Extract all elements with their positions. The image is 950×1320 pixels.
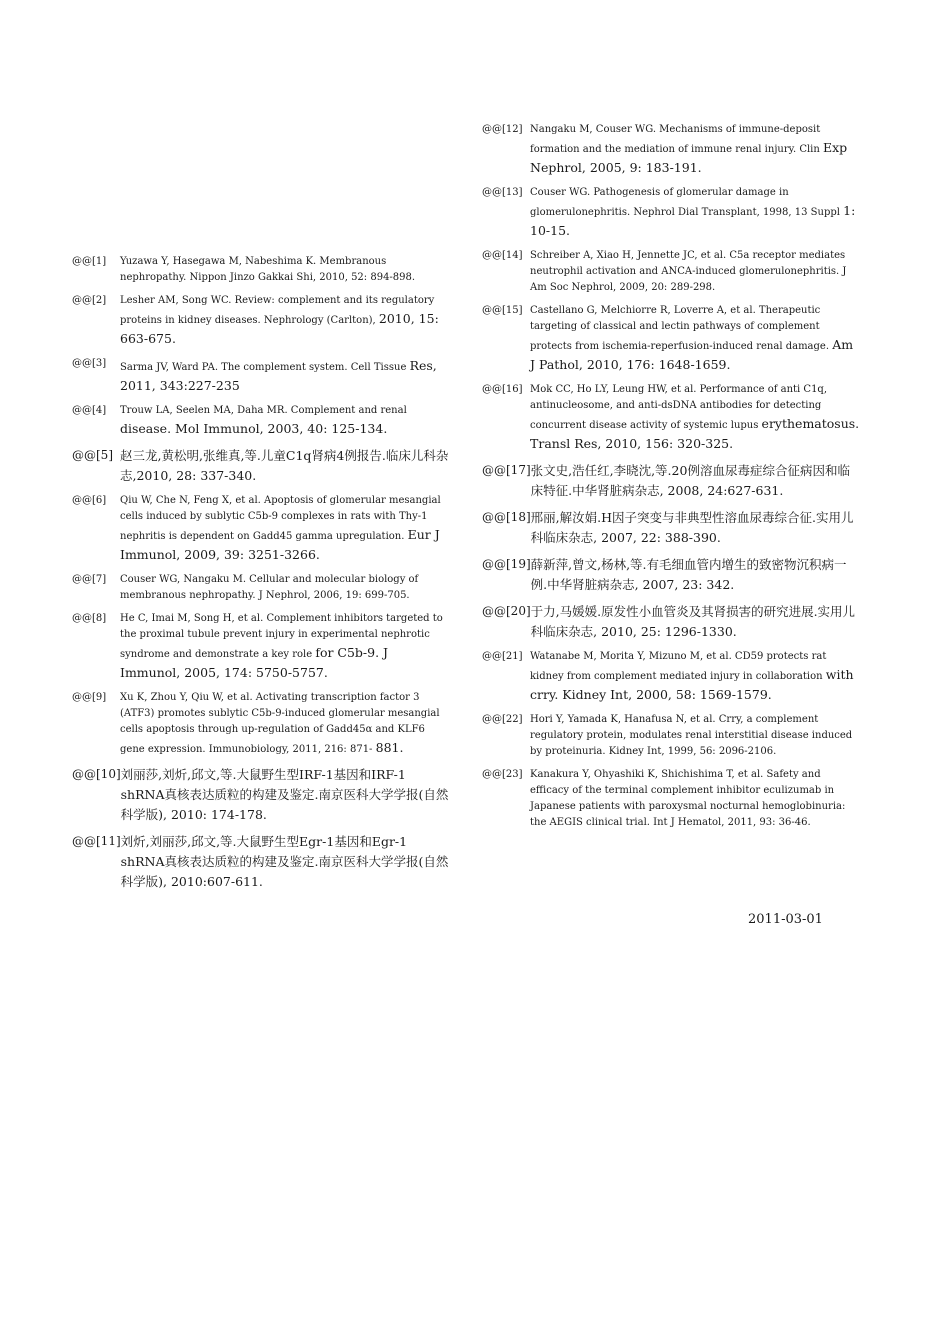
reference-text: Mok CC, Ho LY, Leung HW, et al. Performance of anti C1q, antinucleosome, and anti-dsDNA antibodies for detecting concurrent disease activity of systemic lupus: [530, 384, 828, 431]
reference-item: [72, 572, 452, 604]
reference-citation-tail: 1: 10-15.: [530, 203, 856, 238]
reference-text-block: [531, 461, 862, 501]
reference-citation-tail: Eur J Immunol, 2009, 39: 3251-3266.: [120, 527, 440, 562]
reference-text-block: [120, 611, 452, 683]
reference-text-block: [531, 508, 862, 548]
reference-citation-tail: disease. Mol Immunol, 2003, 40: 125-134.: [120, 421, 388, 436]
reference-text: Kanakura Y, Ohyashiki K, Shichishima T, et al. Safety and efficacy of the terminal complement inhibitor eculizumab in Japanese patients with paroxysmal nocturnal hemoglobinuria: the AEGIS clinical trial. Int J Hematol, 2011, 93: 36-46.: [530, 769, 846, 828]
reference-text-block: [121, 832, 452, 892]
reference-text-block: [530, 649, 862, 705]
reference-item: [482, 602, 862, 642]
reference-text-block: [120, 572, 452, 604]
reference-item: [72, 446, 452, 486]
reference-item: [72, 765, 452, 825]
reference-item: [72, 832, 452, 892]
reference-text: Yuzawa Y, Hasegawa M, Nabeshima K. Membranous nephropathy. Nippon Jinzo Gakkai Shi, 2010, 52: 894-898.: [120, 256, 416, 283]
reference-text: Schreiber A, Xiao H, Jennette JC, et al. C5a receptor mediates neutrophil activation and ANCA-induced glomerulonephritis. J Am Soc Nephrol, 2009, 20: 289-298.: [530, 250, 847, 293]
reference-text-block: [120, 403, 452, 439]
reference-item: [482, 555, 862, 595]
reference-number: @@[7]: [72, 574, 107, 585]
reference-number: @@[13]: [482, 187, 523, 198]
reference-text: Xu K, Zhou Y, Qiu W, et al. Activating transcription factor 3 (ATF3) promotes sublytic C5b-9-induced glomerular mesangial cells apoptosis through up-regulation of Gadd45α and KLF6 gene expression. Immunobiology, 2011, 216: 871-: [120, 692, 440, 755]
reference-number: @@[8]: [72, 613, 107, 624]
reference-number: @@[2]: [72, 295, 107, 306]
reference-text: He C, Imai M, Song H, et al. Complement inhibitors targeted to the proximal tubule prevent injury in experimental nephrotic syndrome and demonstrate a key role: [120, 613, 443, 660]
reference-number: @@[19]: [482, 557, 531, 571]
reference-item: [482, 185, 862, 241]
reference-text: Nangaku M, Couser WG. Mechanisms of immune-deposit formation and the mediation of immune renal injury. Clin: [530, 124, 821, 155]
reference-item: [72, 254, 452, 286]
reference-text-block: [531, 602, 862, 642]
reference-number: @@[9]: [72, 692, 107, 703]
reference-text-block: [530, 248, 862, 296]
reference-citation-tail: erythematosus. Transl Res, 2010, 156: 320-325.: [530, 416, 860, 451]
reference-item: [72, 356, 452, 396]
reference-number: @@[22]: [482, 714, 523, 725]
reference-number: @@[15]: [482, 305, 523, 316]
reference-text-block: [120, 493, 452, 565]
reference-number: @@[20]: [482, 604, 531, 618]
reference-item: [482, 712, 862, 760]
reference-text-block: [530, 712, 862, 760]
reference-text-block: [120, 690, 452, 758]
reference-item: [482, 508, 862, 548]
reference-item: [482, 382, 862, 454]
reference-item: [482, 461, 862, 501]
reference-text: 刘炘,刘丽莎,邱文,等.大鼠野生型Egr-1基因和Egr-1 shRNA真核表达质粒的构建及鉴定.南京医科大学学报(自然科学版), 2010:607-611.: [120, 834, 449, 889]
reference-item: [482, 303, 862, 375]
document-date: 2011-03-01: [748, 912, 823, 927]
reference-text-block: [530, 303, 862, 375]
reference-item: [482, 248, 862, 296]
reference-text-block: [120, 356, 452, 396]
reference-text: 赵三龙,黄松明,张维真,等.儿童C1q肾病4例报告.临床儿科杂志,2010, 28: 337-340.: [120, 448, 449, 483]
reference-text: 张文史,浩任红,李晓沈,等.20例溶血尿毒症综合征病因和临床特征.中华肾脏病杂志, 2008, 24:627-631.: [530, 463, 850, 498]
reference-number: @@[14]: [482, 250, 523, 261]
reference-text-block: [530, 767, 862, 831]
reference-text: Watanabe M, Morita Y, Mizuno M, et al. CD59 protects rat kidney from complement mediated injury in collaboration: [530, 651, 827, 682]
reference-item: [72, 493, 452, 565]
reference-number: @@[21]: [482, 651, 523, 662]
reference-number: @@[16]: [482, 384, 523, 395]
reference-number: @@[6]: [72, 495, 107, 506]
reference-text-block: [530, 122, 862, 178]
reference-citation-tail: Res, 2011, 343:227-235: [120, 358, 437, 393]
reference-text-block: [531, 555, 862, 595]
references-right-column: [482, 122, 862, 838]
reference-text-block: [120, 293, 452, 349]
reference-item: [72, 293, 452, 349]
reference-text: 刘丽莎,刘炘,邱文,等.大鼠野生型IRF-1基因和IRF-1 shRNA真核表达质粒的构建及鉴定.南京医科大学学报(自然科学版), 2010: 174-178.: [120, 767, 449, 822]
reference-citation-tail: with crry. Kidney Int, 2000, 58: 1569-1579.: [530, 667, 854, 702]
reference-text: Couser WG. Pathogenesis of glomerular damage in glomerulonephritis. Nephrol Dial Transplant, 1998, 13 Suppl: [530, 187, 840, 218]
reference-text-block: [530, 382, 862, 454]
reference-text-block: [120, 446, 452, 486]
reference-citation-tail: 881.: [375, 740, 404, 755]
reference-number: @@[11]: [72, 834, 121, 848]
reference-number: @@[18]: [482, 510, 531, 524]
reference-text: Sarma JV, Ward PA. The complement system. Cell Tissue: [120, 362, 407, 373]
reference-item: [72, 403, 452, 439]
reference-text: 薛新萍,曾文,杨林,等.有毛细血管内增生的致密物沉积病一例.中华肾脏病杂志, 2007, 23: 342.: [530, 557, 847, 592]
reference-item: [72, 611, 452, 683]
references-left-column: [72, 254, 452, 899]
reference-number: @@[5]: [72, 448, 113, 462]
reference-item: [482, 767, 862, 831]
reference-citation-tail: 2010, 15: 663-675.: [120, 311, 439, 346]
reference-item: [482, 122, 862, 178]
reference-text: 邢丽,解汝娟.H因子突变与非典型性溶血尿毒综合征.实用儿科临床杂志, 2007, 22: 388-390.: [530, 510, 854, 545]
reference-text-block: [121, 765, 452, 825]
reference-text: Qiu W, Che N, Feng X, et al. Apoptosis of glomerular mesangial cells induced by sublytic C5b-9 complexes in rats with Thy-1 nephritis is dependent on Gadd45 gamma upregulation.: [120, 495, 441, 542]
reference-number: @@[1]: [72, 256, 107, 267]
reference-number: @@[10]: [72, 767, 121, 781]
reference-text: Hori Y, Yamada K, Hanafusa N, et al. Crry, a complement regulatory protein, modulates renal interstitial disease induced by proteinuria. Kidney Int, 1999, 56: 2096-2106.: [530, 714, 853, 757]
reference-text: Trouw LA, Seelen MA, Daha MR. Complement and renal: [120, 405, 407, 416]
reference-text: Couser WG, Nangaku M. Cellular and molecular biology of membranous nephropathy. J Nephrol, 2006, 19: 699-705.: [120, 574, 419, 601]
reference-item: [482, 649, 862, 705]
reference-text-block: [530, 185, 862, 241]
reference-number: @@[23]: [482, 769, 523, 780]
reference-item: [72, 690, 452, 758]
reference-text: 于力,马媛媛.原发性小血管炎及其肾损害的研究进展.实用儿科临床杂志, 2010, 25: 1296-1330.: [530, 604, 856, 639]
reference-citation-tail: Exp Nephrol, 2005, 9: 183-191.: [530, 140, 848, 175]
reference-citation-tail: for C5b-9. J Immunol, 2005, 174: 5750-5757.: [120, 645, 389, 680]
reference-number: @@[12]: [482, 124, 523, 135]
reference-number: @@[4]: [72, 405, 107, 416]
reference-number: @@[3]: [72, 358, 107, 369]
reference-number: @@[17]: [482, 463, 531, 477]
reference-text-block: [120, 254, 452, 286]
reference-text: Castellano G, Melchiorre R, Loverre A, et al. Therapeutic targeting of classical and lectin pathways of complement protects from ischemia-reperfusion-induced renal damage.: [530, 305, 830, 352]
reference-citation-tail: Am J Pathol, 2010, 176: 1648-1659.: [530, 337, 854, 372]
reference-text: Lesher AM, Song WC. Review: complement and its regulatory proteins in kidney diseases. Nephrology (Carlton),: [120, 295, 435, 326]
